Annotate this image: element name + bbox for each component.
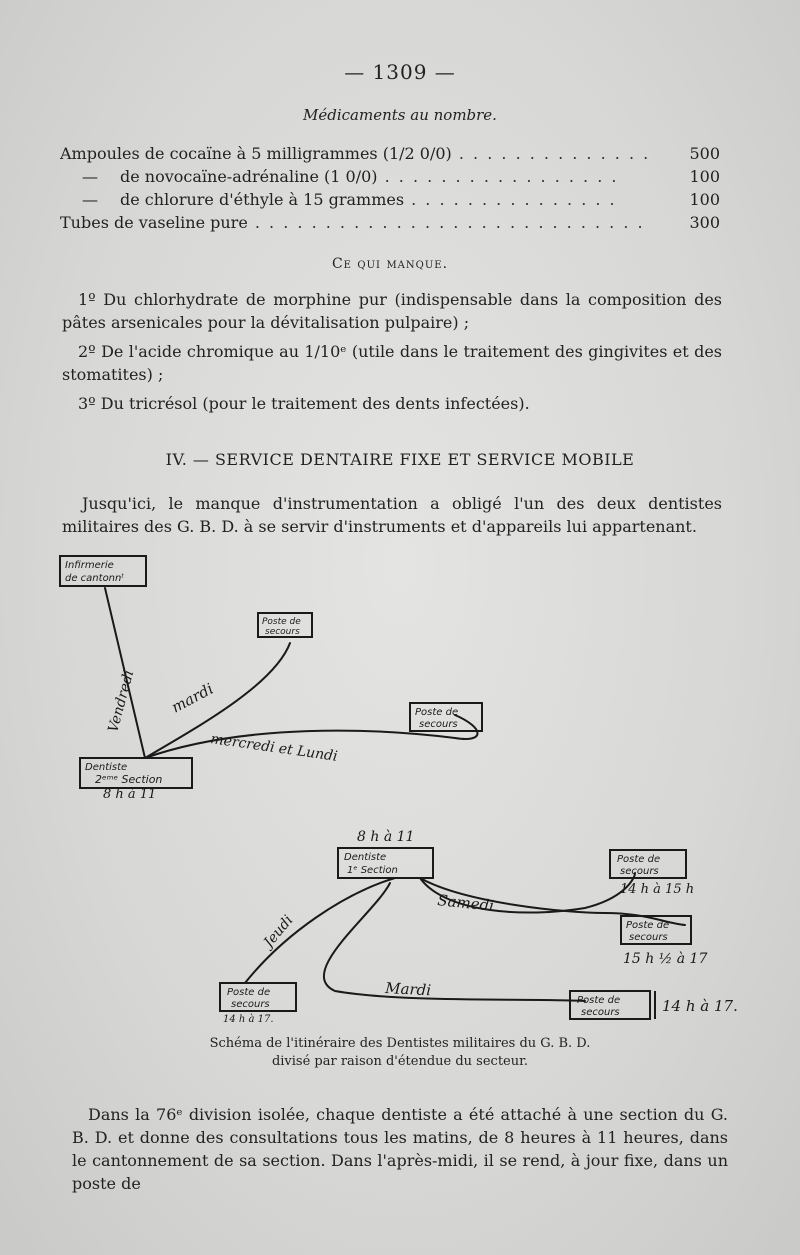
missing-item-2: 2º De l'acide chromique au 1/10ᵉ (utile dans le traitement des gingivites et des stomatites) ; [62, 342, 722, 384]
dentiste-1-box [338, 848, 433, 878]
poste-box-d [570, 991, 650, 1019]
dentiste-2-box [80, 758, 192, 788]
list-item: Ampoules de cocaïne à 5 milligrammes (1/2 0/0) . . . . . . . . . . . . . . 500 [60, 144, 720, 163]
poste-box-b [621, 916, 691, 944]
day-label-vendredi: Vendredi [105, 668, 138, 735]
hours-label: 8 h à 11 [103, 787, 157, 802]
caption-line-1: Schéma de l'itinéraire des Dentistes militaires du G. B. D. [209, 1036, 591, 1051]
dentiste-label-2: 1ᵉ Section [347, 865, 398, 876]
item-value: 500 [689, 144, 720, 163]
medicaments-list [60, 142, 720, 234]
item-label: de chlorure d'éthyle à 15 grammes [120, 190, 405, 209]
poste-label: Poste de [626, 920, 670, 931]
missing-heading: Ce qui manque. [331, 256, 449, 272]
item-label: Tubes de vaseline pure [60, 213, 248, 232]
dentiste-label-2: 2ᵉᵐᵉ Section [95, 773, 163, 786]
caption-line-2: divisé par raison d'étendue du secteur. [271, 1054, 529, 1069]
day-label-samedi: Samedi [436, 891, 495, 915]
item-label: de novocaïne-adrénaline (1 0/0) [120, 167, 378, 186]
poste-label-2: secours [629, 932, 668, 943]
intro-paragraph: Jusqu'ici, le manque d'instrumentation a obligé l'un des deux dentistes militaires des G. B. D. à se servir d'instruments et d'appareils lui appartenant. [62, 494, 722, 536]
missing-item-1: 1º Du chlorhydrate de morphine pur (indispensable dans la composition des pâtes arsenicales pour la dévitalisation pulpaire) ; [62, 290, 722, 332]
missing-item-3: 3º Du tricrésol (pour le traitement des dents infectées). [78, 394, 530, 413]
list-item: — de novocaïne-adrénaline (1 0/0) . . . . . . . . . . . . . . . . . 100 [60, 165, 720, 188]
poste-box-1 [258, 613, 312, 637]
poste-box-c [220, 983, 296, 1011]
item-label: Ampoules de cocaïne à 5 milligrammes (1/2 0/0) [60, 144, 452, 163]
item-value: 300 [689, 213, 720, 232]
ditto-dash: — [82, 190, 98, 209]
poste-label: Poste de [617, 854, 661, 865]
final-paragraph: Dans la 76ᵉ division isolée, chaque dentiste a été attaché à une section du G. B. D. et donne des consultations tous les matins, de 8 heures à 11 heures, dans le cantonnement de sa section. Dans l'après-midi, il se rend, à jour fixe, dans un poste de [72, 1105, 728, 1193]
day-label-jeudi: Jeudi [260, 912, 297, 951]
poste-label: Poste de [262, 617, 301, 627]
time-label: 14 h à 17. [223, 1014, 274, 1025]
poste-label: Poste de [227, 987, 271, 998]
poste-box-2 [410, 703, 482, 731]
page-number: — 1309 — [344, 60, 456, 84]
poste-label-2: secours [620, 866, 659, 877]
day-label-mardi: Mardi [384, 979, 432, 1000]
section-heading: IV. — SERVICE DENTAIRE FIXE ET SERVICE MOBILE [165, 450, 635, 469]
time-label: 15 h ½ à 17 [623, 951, 708, 967]
time-label: 14 h à 15 h [620, 882, 695, 897]
poste-label-2: secours [419, 719, 458, 730]
poste-label-2: secours [581, 1007, 620, 1018]
dentiste-label: Dentiste [344, 852, 387, 863]
infirmerie-label-2: de cantonnᵗ [65, 573, 125, 584]
poste-box-a [610, 850, 686, 878]
day-label-mardi: mardi [168, 679, 217, 717]
poste-label: Poste de [415, 707, 459, 718]
infirmerie-box [60, 556, 146, 586]
list-item: Tubes de vaseline pure . . . . . . . . . . . . . . . . . . . . . . . . . . . . 300 [60, 213, 720, 232]
day-label-mercredi: mercredi et Lundi [209, 731, 339, 765]
hours-label: 8 h à 11 [357, 829, 415, 845]
itinerary-diagram [45, 553, 800, 1028]
infirmerie-label: Infirmerie [65, 560, 114, 571]
time-label: 14 h à 17. [662, 997, 738, 1015]
dentiste-label: Dentiste [85, 762, 128, 773]
diagram-caption [0, 1035, 800, 1071]
item-value: 100 [689, 190, 720, 209]
item-value: 100 [689, 167, 720, 186]
poste-label-2: secours [265, 627, 300, 637]
poste-label-2: secours [231, 999, 270, 1010]
list-item: — de chlorure d'éthyle à 15 grammes . . . . . . . . . . . . . . . 100 [60, 188, 720, 211]
ditto-dash: — [82, 167, 98, 186]
medicaments-subheading: Médicaments au nombre. [303, 106, 497, 124]
poste-label: Poste de [577, 995, 621, 1006]
